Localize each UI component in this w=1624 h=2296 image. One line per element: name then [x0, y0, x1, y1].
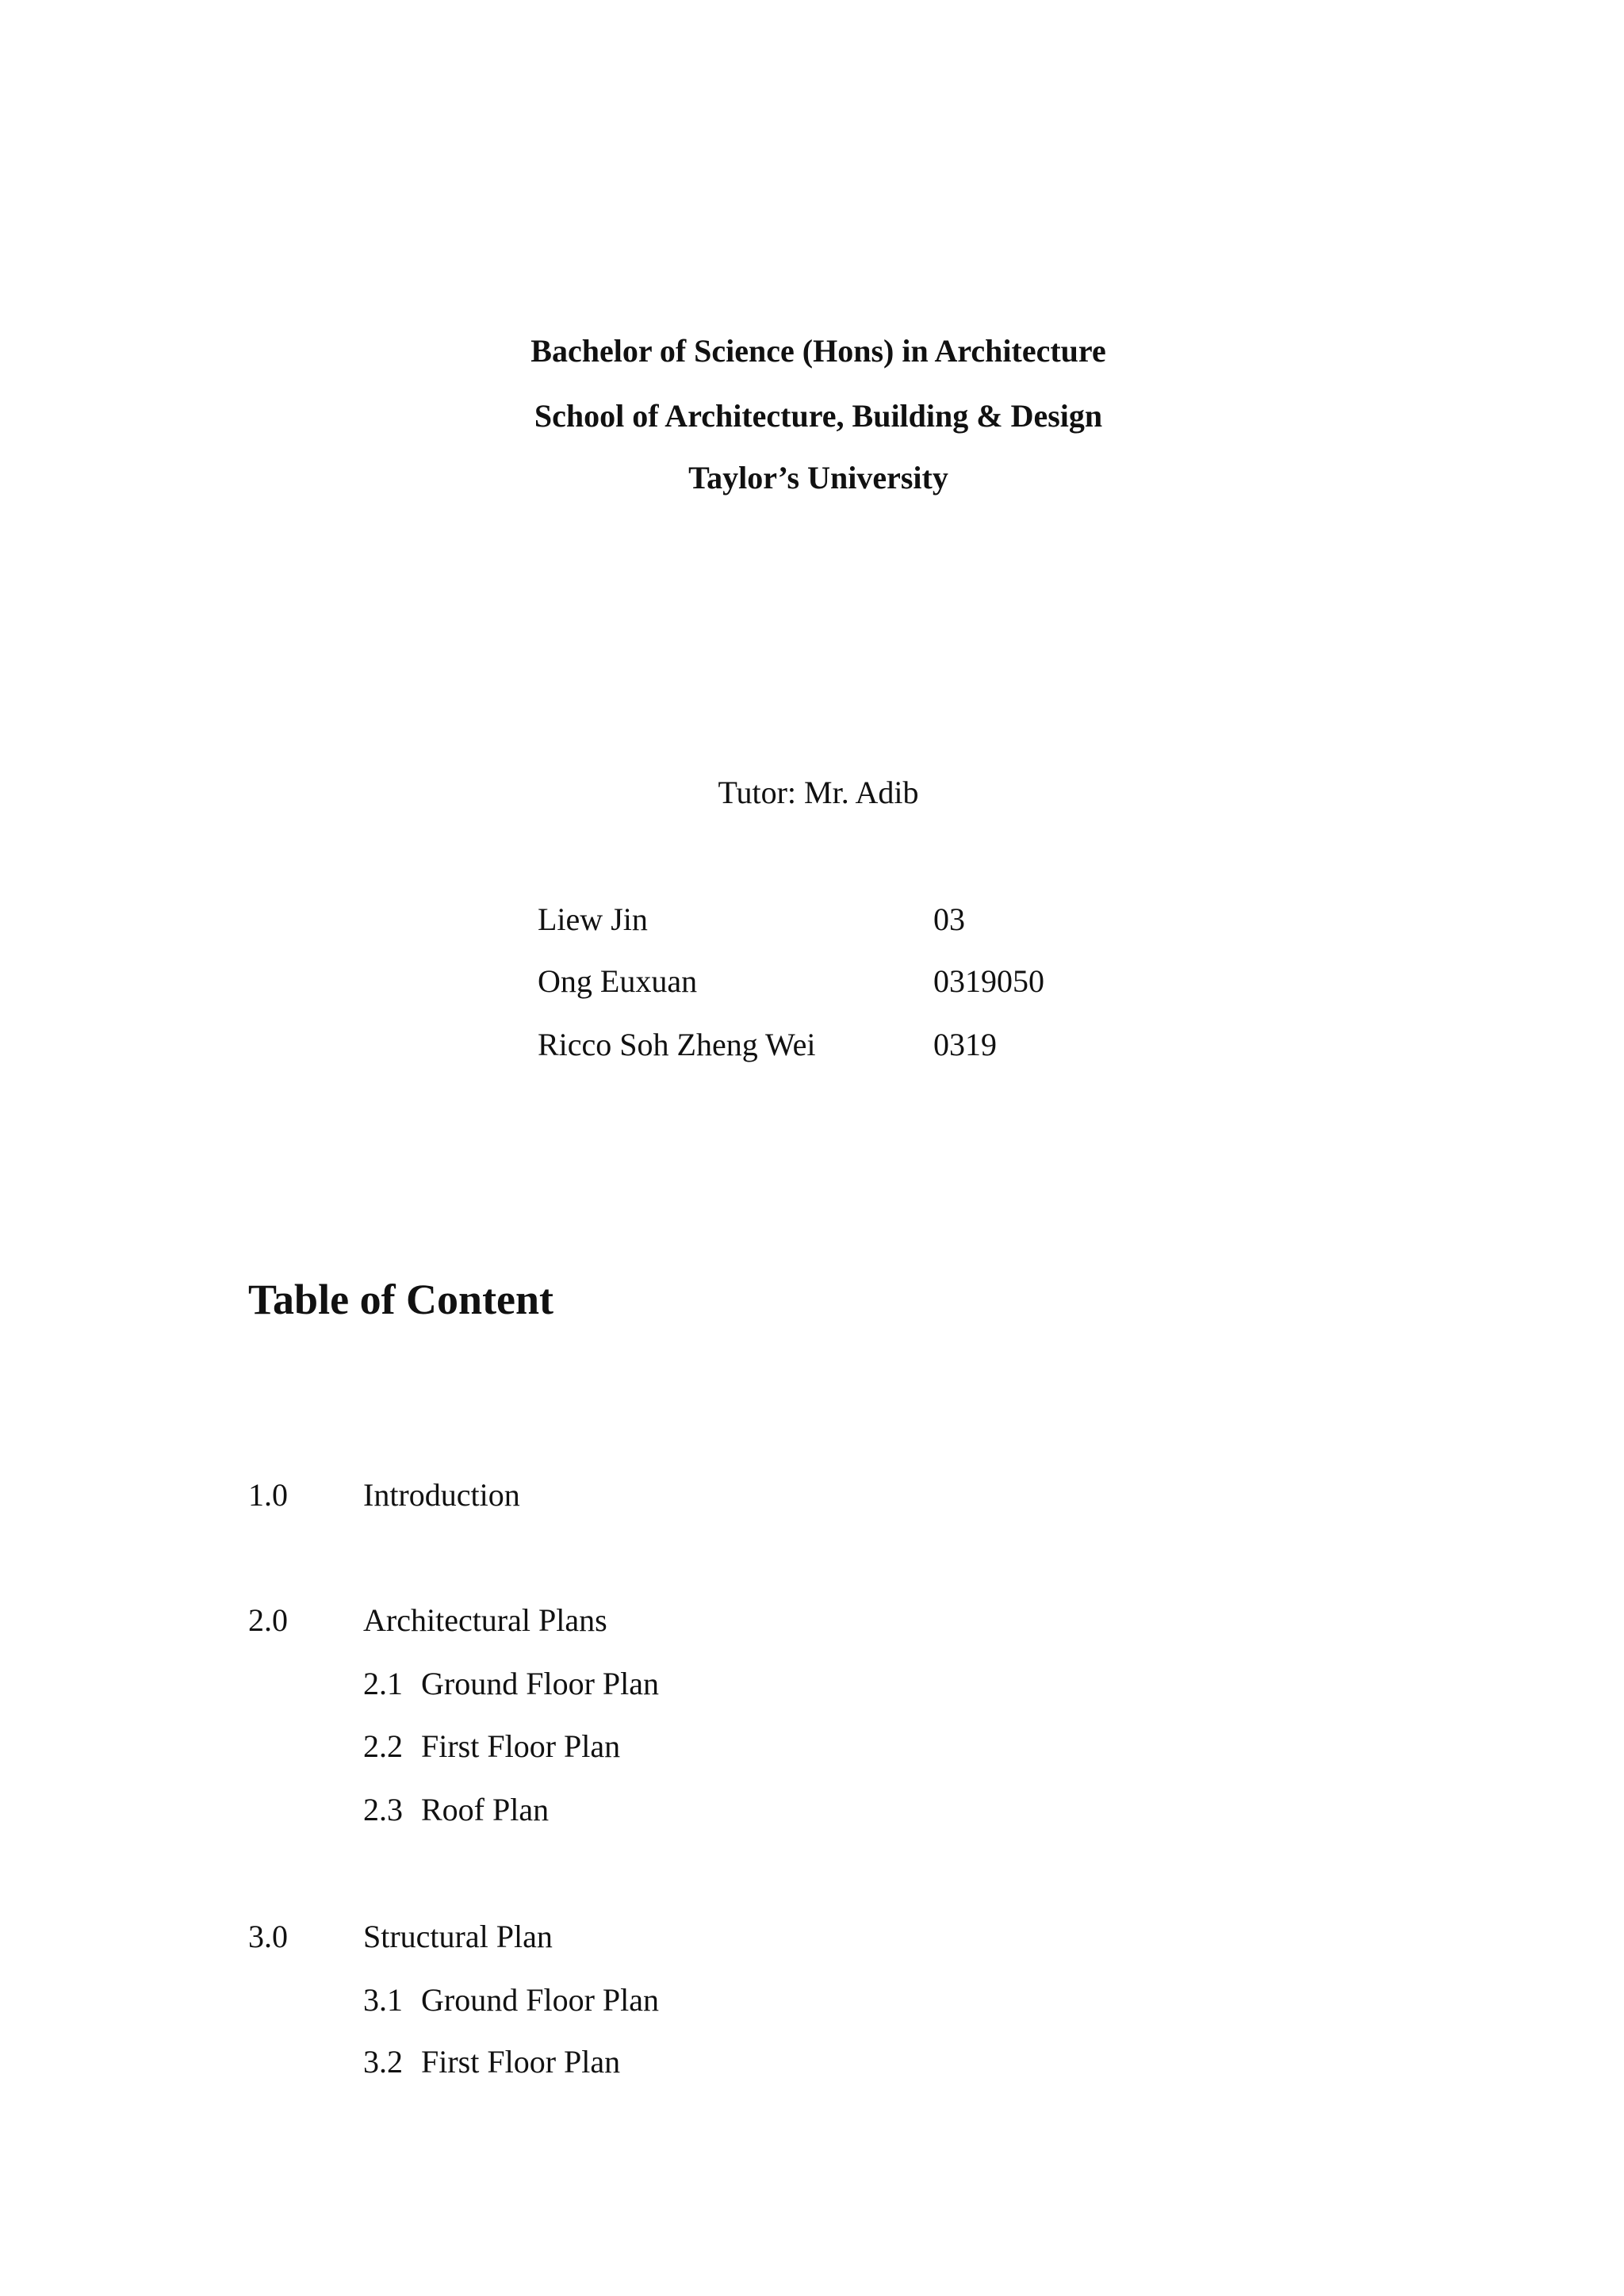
toc-section-title: Introduction [363, 1477, 520, 1513]
toc-subsection-number: 3.2 [363, 2044, 403, 2080]
toc-subsection-title: First Floor Plan [421, 2044, 621, 2080]
toc-subsection-number: 3.1 [363, 1982, 403, 2018]
member-id: 0319 [933, 1027, 997, 1062]
tutor-line: Tutor: Mr. Adib [718, 775, 919, 810]
member-name: Ricco Soh Zheng Wei [538, 1027, 816, 1062]
toc-section-number: 1.0 [248, 1477, 288, 1513]
member-name: Liew Jin [538, 901, 648, 937]
toc-heading: Table of Content [248, 1276, 554, 1323]
member-name: Ong Euxuan [538, 963, 698, 999]
member-id: 03 [933, 901, 965, 937]
toc-subsection-title: Roof Plan [421, 1792, 550, 1827]
toc-subsection-title: Ground Floor Plan [421, 1982, 659, 2018]
toc-section-number: 3.0 [248, 1919, 288, 1954]
toc-section-title: Architectural Plans [363, 1602, 607, 1638]
toc-subsection-title: First Floor Plan [421, 1728, 621, 1764]
degree-title: Bachelor of Science (Hons) in Architecture [530, 333, 1106, 369]
toc-subsection-number: 2.3 [363, 1792, 403, 1827]
member-id: 0319050 [933, 963, 1044, 999]
toc-subsection-number: 2.1 [363, 1666, 403, 1701]
toc-subsection-title: Ground Floor Plan [421, 1666, 659, 1701]
university-name: Taylor’s University [688, 460, 948, 496]
toc-section-title: Structural Plan [363, 1919, 553, 1954]
school-name: School of Architecture, Building & Design [534, 398, 1103, 434]
toc-section-number: 2.0 [248, 1602, 288, 1638]
toc-subsection-number: 2.2 [363, 1728, 403, 1764]
